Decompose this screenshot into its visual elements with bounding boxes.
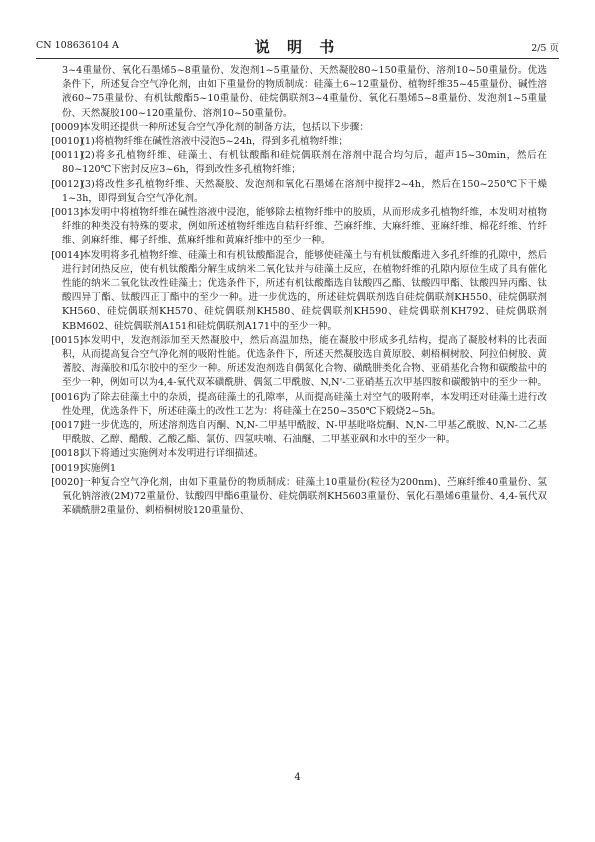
page-indicator: 2/5 页	[531, 43, 559, 54]
header-rule	[36, 58, 559, 59]
document-title: 说 明 书	[254, 38, 341, 56]
page-number: 4	[294, 772, 301, 783]
paragraph-0010: [0010] (1)将植物纤维在碱性溶液中浸泡5~24h，得到多孔植物纤维；	[51, 136, 348, 148]
paragraph-0012: [0012] (3)将改性多孔植物纤维、天然凝胶、发泡剂和氧化石墨烯在溶剂中搅拌2~4h，然后在150~250℃下干燥1~3h，即得到复合空气净化剂。	[51, 178, 547, 204]
paragraph-0020: [0020] 一种复合空气净化剂，由如下重量份的物质制成：硅藻土10重量份(粒径为200nm)、苎麻纤维40重量份、氢氧化钠溶液(2M)72重量份、钛酸四甲酯6重量份、硅烷偶联剂KH5603重量份、氧化石墨烯6重量份、4,4-氧代双苯磺酰肼2重量份、刺梧桐树胶120重量份、	[51, 476, 547, 517]
publication-number: CN 108636104 A	[36, 40, 119, 51]
paragraph-0017: [0017] 进一步优选的，所述溶剂选自丙酮、N,N-二甲基甲酰胺、N-甲基吡咯烷酮、N,N-二甲基乙酰胺、N,N-二乙基甲酰胺、乙醇、醋酸、乙酸乙酯、氯仿、四氢呋喃、石油醚、二甲基亚砜和水中的至少一种。	[51, 420, 547, 446]
paragraph-0019: [0019] 实施例1	[51, 462, 117, 474]
document-body	[51, 64, 547, 519]
paragraph-0009: [0009] 本发明还提供一种所述复合空气净化剂的制备方法，包括以下步骤：	[51, 121, 369, 133]
paragraph-0018: [0018] 以下将通过实施例对本发明进行详细描述。	[51, 448, 264, 460]
paragraph-continuation: 3~4重量份、氧化石墨烯5~8重量份、发泡剂1~5重量份、天然凝胶80~150重量份、溶剂10~50重量份。优选条件下，所述复合空气净化剂，由如下重量份的物质制成：硅藻土6~12重量份、植物纤维35~45重量份、碱性溶液60~75重量份、有机钛酸酯5~10重量份、硅烷偶联剂3~4重量份、氧化石墨烯5~8重量份、发泡剂1~5重量份、天然凝胶100~120重量份、溶剂10~50重量份。	[62, 65, 547, 119]
paragraph-0014: [0014] 本发明将多孔植物纤维、硅藻土和有机钛酸酯混合，能够使硅藻土与有机钛酸酯进入多孔纤维的孔隙中，然后进行封闭热反应，使有机钛酸酯分解生成纳米二氧化钛并与硅藻土反应，在植物纤维的孔隙内原位生成了具有催化性能的纳米二氧化钛改性硅藻土；优选条件下，所述有机钛酸酯选自钛酸四乙酯、钛酸四甲酯、钛酸四异丙酯、钛酸四异丁酯、钛酸四正丁酯中的至少一种。进一步优选的，所述硅烷偶联剂选自硅烷偶联剂KH550、硅烷偶联剂KH560、硅烷偶联剂KH570、硅烷偶联剂KH580、硅烷偶联剂KH590、硅烷偶联剂KH792、硅烷偶联剂KBM602、硅烷偶联剂A151和硅烷偶联剂A171中的至少一种。	[51, 249, 547, 332]
paragraph-0013: [0013] 本发明中将植物纤维在碱性溶液中浸泡，能够除去植物纤维中的胶质，从而形成多孔植物纤维，本发明对植物纤维的种类没有特殊的要求，例如所述植物纤维选自秸秆纤维、苎麻纤维、大麻纤维、亚麻纤维、棉花纤维、竹纤维、剑麻纤维、椰子纤维、蕉麻纤维和黄麻纤维中的至少一种。	[51, 207, 547, 247]
paragraph-0016: [0016] 为了除去硅藻土中的杂质，提高硅藻土的孔隙率，从而提高硅藻土对空气的吸附率，本发明还对硅藻土进行改性处理，优选条件下，所述硅藻土的改性工艺为：将硅藻土在250~350℃下煅烧2~5h。	[51, 391, 547, 417]
paragraph-0011: [0011] (2)将多孔植物纤维、硅藻土、有机钛酸酯和硅烷偶联剂在溶剂中混合均匀后，超声15~30min，然后在80~120℃下密封反应3~6h，得到改性多孔植物纤维；	[51, 150, 547, 176]
paragraph-0015: [0015] 本发明中，发泡剂添加至天然凝胶中，然后高温加热，能在凝胶中形成多孔结构，提高了凝胶材料的比表面积，从而提高复合空气净化剂的吸附性能。优选条件下，所述天然凝胶选自黄原胶、刺梧桐树胶、阿拉伯树胶、黄蓍胶、海藻胶和瓜尔胶中的至少一种。所述发泡剂选自偶氮化合物、磺酰肼类化合物、亚硝基化合物和碳酸盐中的至少一种，例如可以为4,4-氧代双苯磺酰肼、偶氮二甲酰胺、N,N'-二亚硝基五次甲基四胺和碳酸钠中的至少一种。	[51, 334, 547, 389]
page-header	[36, 36, 559, 56]
